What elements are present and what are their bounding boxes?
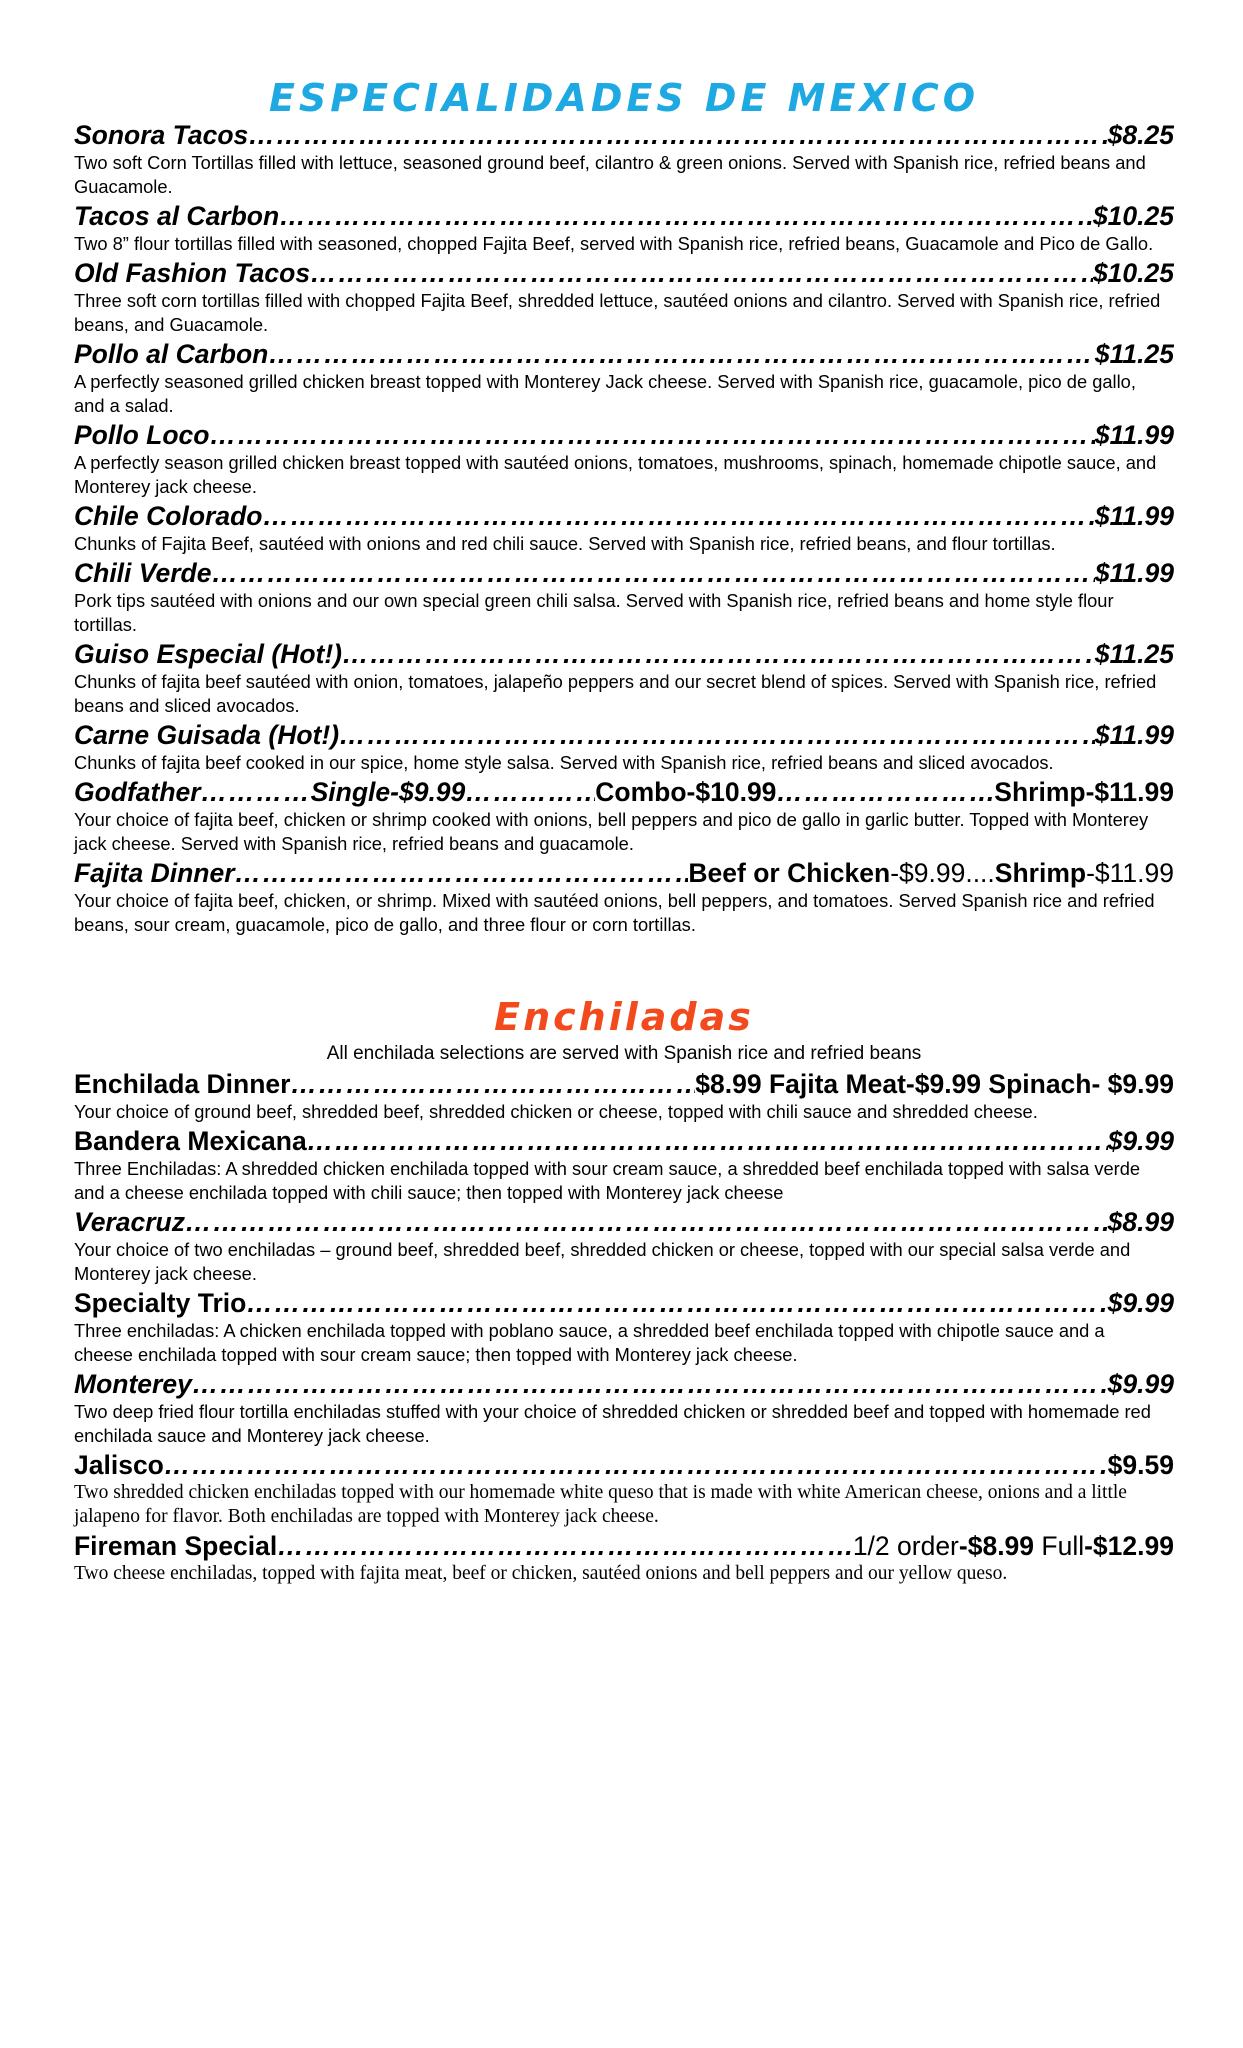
leader-dots — [262, 501, 1094, 532]
item-description: A perfectly seasoned grilled chicken breast topped with Monterey Jack cheese. Served with Spanish rice, guacamole, pico de gallo, and a salad. — [74, 370, 1136, 416]
item-description: Two 8” flour tortillas filled with seasoned, chopped Fajita Beef, served with Spanish rice, refried beans, Guacamole and Pico de Gallo. — [74, 232, 1154, 254]
item-price: $11.99 — [1094, 557, 1174, 588]
half-order-price: -$8.99 — [958, 1530, 1035, 1561]
item-name: Monterey — [74, 1368, 192, 1399]
leader-dots — [246, 1288, 1107, 1319]
menu-item — [74, 501, 1174, 556]
leader-dots — [235, 858, 689, 889]
separator-dots: .... — [965, 857, 995, 888]
menu-item — [74, 339, 1174, 418]
item-price: $10.25 — [1092, 200, 1174, 231]
leader-dots — [209, 420, 1094, 451]
menu-item — [74, 720, 1174, 775]
menu-item-fireman — [74, 1531, 1174, 1586]
item-price: $10.25 — [1092, 257, 1174, 288]
item-description: Your choice of fajita beef, chicken or shrimp cooked with onions, bell peppers and pico de gallo in garlic butter. Topped with Monterey jack cheese. Served with Spanish rice, refried beans and guacamole. — [74, 808, 1149, 854]
item-name: Enchilada Dinner — [74, 1068, 291, 1099]
item-description: Two soft Corn Tortillas filled with lettuce, seasoned ground beef, cilantro & green onions. Served with Spanish rice, refried beans and Guacamole. — [74, 151, 1146, 197]
leader-dots — [164, 1450, 1108, 1481]
item-description: Chunks of fajita beef cooked in our spice, home style salsa. Served with Spanish rice, refried beans and sliced avocados. — [74, 751, 1054, 773]
item-name: Chile Colorado — [74, 500, 263, 531]
menu-item — [74, 120, 1174, 199]
menu-item — [74, 1126, 1174, 1205]
item-name: Old Fashion Tacos — [74, 257, 311, 288]
menu-item — [74, 1207, 1174, 1286]
leader-dots — [211, 558, 1094, 589]
item-description: Your choice of fajita beef, chicken, or shrimp. Mixed with sautéed onions, bell peppers, and tomatoes. Served Spanish rice and refried beans, sour cream, guacamole, pico de gallo, and three flour or corn tortillas. — [74, 889, 1155, 935]
item-price: $8.99 — [1107, 1206, 1174, 1237]
leader-dots — [342, 639, 1095, 670]
item-name: Bandera Mexicana — [74, 1125, 307, 1156]
leader-dots — [465, 777, 595, 808]
shrimp-price: -$11.99 — [1086, 857, 1174, 888]
item-price: $8.25 — [1107, 119, 1174, 150]
beef-chicken-label: Beef or Chicken — [688, 857, 891, 888]
item-name: Specialty Trio — [74, 1287, 247, 1318]
leader-dots — [279, 201, 1093, 232]
menu-item — [74, 639, 1174, 718]
enchiladas-section — [74, 994, 1174, 1586]
combo-price: Combo-$10.99 — [595, 776, 777, 807]
section-note: All enchilada selections are served with Spanish rice and refried beans — [326, 1042, 922, 1064]
leader-dots — [776, 777, 994, 808]
item-price: $9.99 — [1107, 1287, 1174, 1318]
leader-dots — [339, 720, 1095, 751]
item-name: Godfather — [74, 776, 201, 807]
leader-dots — [307, 1126, 1108, 1157]
menu-item — [74, 420, 1174, 499]
item-description: Your choice of ground beef, shredded beef, shredded chicken or cheese, topped with chili sauce and shredded cheese. — [74, 1100, 1038, 1122]
menu-item-jalisco — [74, 1450, 1174, 1529]
section-title-mexico: ESPECIALIDADES DE MEXICO — [268, 76, 980, 120]
item-price: $11.99 — [1094, 419, 1174, 450]
section-title-enchiladas: Enchiladas — [494, 994, 754, 1039]
mexico-items — [74, 120, 1174, 937]
shrimp-price: Shrimp-$11.99 — [994, 776, 1174, 807]
item-description: Chunks of fajita beef sautéed with onion, tomatoes, jalapeño peppers and our secret blend of spices. Served with Spanish rice, refried beans and sliced avocados. — [74, 670, 1157, 716]
menu-item — [74, 201, 1174, 256]
menu-page — [74, 78, 1174, 1588]
item-description: Pork tips sautéed with onions and our own special green chili salsa. Served with Spanish rice, refried beans and home style flour tortillas. — [74, 589, 1114, 635]
item-name: Fireman Special — [74, 1530, 278, 1561]
item-name: Jalisco — [74, 1449, 164, 1480]
leader-dots — [277, 1531, 853, 1562]
leader-dots — [248, 120, 1107, 151]
item-description: Chunks of Fajita Beef, sautéed with onions and red chili sauce. Served with Spanish rice, refried beans, and flour tortillas. — [74, 532, 1056, 554]
item-name: Pollo Loco — [74, 419, 210, 450]
item-price: $11.25 — [1094, 338, 1174, 369]
item-prices: $8.99 Fajita Meat-$9.99 Spinach- $9.99 — [695, 1068, 1174, 1099]
item-description: Three soft corn tortillas filled with chopped Fajita Beef, shredded lettuce, sautéed onions and cilantro. Served with Spanish rice, refried beans, and Guacamole. — [74, 289, 1161, 335]
full-order-price: -$12.99 — [1084, 1530, 1174, 1561]
menu-item-godfather — [74, 777, 1174, 856]
menu-item-enchilada-dinner — [74, 1069, 1174, 1124]
leader-dots — [201, 777, 311, 808]
menu-item — [74, 1288, 1174, 1367]
item-name: Fajita Dinner — [74, 857, 235, 888]
item-description: Two shredded chicken enchiladas topped with our homemade white queso that is made with white American cheese, onions and a little jalapeno for flavor. Both enchiladas are topped with Monterey jack cheese. — [74, 1481, 1127, 1527]
half-order-label: 1/2 order — [852, 1530, 959, 1561]
item-name: Sonora Tacos — [74, 119, 249, 150]
item-name: Carne Guisada (Hot!) — [74, 719, 340, 750]
item-description: Three enchiladas: A chicken enchilada topped with poblano sauce, a shredded beef enchilada topped with chipotle sauce and a cheese enchilada topped with sour cream sauce; then topped with Monterey jack cheese. — [74, 1319, 1105, 1365]
item-price: $9.99 — [1107, 1368, 1174, 1399]
item-name: Chili Verde — [74, 557, 212, 588]
item-name: Guiso Especial (Hot!) — [74, 638, 342, 669]
leader-dots — [310, 258, 1093, 289]
item-name: Pollo al Carbon — [74, 338, 269, 369]
leader-dots — [290, 1069, 695, 1100]
item-name: Veracruz — [74, 1206, 185, 1237]
menu-item-fajita — [74, 858, 1174, 937]
menu-item — [74, 258, 1174, 337]
item-description: A perfectly season grilled chicken breast topped with sautéed onions, tomatoes, mushrooms, spinach, homemade chipotle sauce, and Monterey jack cheese. — [74, 451, 1157, 497]
item-description: Two deep fried flour tortilla enchiladas stuffed with your choice of shredded chicken or shredded beef and topped with homemade red enchilada sauce and Monterey jack cheese. — [74, 1400, 1151, 1446]
leader-dots — [185, 1207, 1108, 1238]
menu-item — [74, 1369, 1174, 1448]
item-price: $11.25 — [1094, 638, 1174, 669]
item-name: Tacos al Carbon — [74, 200, 280, 231]
beef-chicken-price: -$9.99 — [890, 857, 966, 888]
single-price: Single-$9.99 — [310, 776, 466, 807]
leader-dots — [268, 339, 1095, 370]
item-price: $11.99 — [1094, 500, 1174, 531]
item-description: Three Enchiladas: A shredded chicken enchilada topped with sour cream sauce, a shredded beef enchilada topped with salsa verde and a cheese enchilada topped with chili sauce; then topped with Monterey jack cheese — [74, 1157, 1141, 1203]
shrimp-label: Shrimp — [994, 857, 1087, 888]
item-price: $9.59 — [1107, 1449, 1174, 1480]
menu-item — [74, 558, 1174, 637]
item-description: Your choice of two enchiladas – ground beef, shredded beef, shredded chicken or cheese, topped with our special salsa verde and Monterey jack cheese. — [74, 1238, 1131, 1284]
full-order-label: Full — [1034, 1530, 1085, 1561]
leader-dots — [192, 1369, 1108, 1400]
item-description: Two cheese enchiladas, topped with fajita meat, beef or chicken, sautéed onions and bell peppers and our yellow queso. — [74, 1562, 1008, 1584]
item-price: $11.99 — [1094, 719, 1174, 750]
item-price: $9.99 — [1107, 1125, 1174, 1156]
